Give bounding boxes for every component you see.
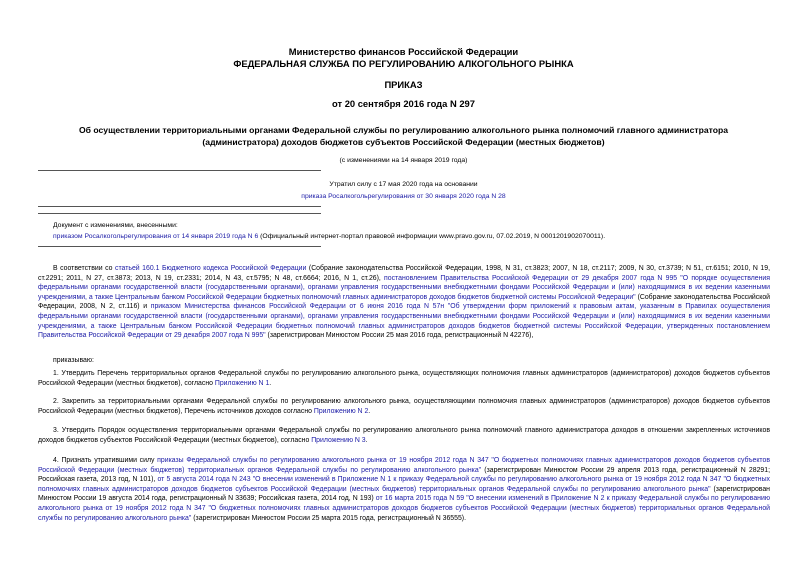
changes-label: Документ с изменениями, внесенными: [53,222,178,229]
item-text: 3. Утвердить Порядок осуществления территориальными органами Федеральной службы по регулированию алкогольного рынка полномочий главного администратора доходов в отношении закрепленных источников доходов бюджетов субъектов Российской Федерации (местных бюджетов), согласно [38,427,770,444]
item-text: 1. Утвердить Перечень территориальных органов Федеральной службы по регулированию алкогольного рынка, осуществляющих полномочия главных администраторов (администраторов) доходов бюджетов субъектов Российской Федерации (местных бюджетов), согласно [38,370,770,387]
changes-link[interactable]: приказом Росалкогольрегулирования от 14 января 2019 года N 6 [53,233,259,240]
item-text: . [365,436,368,444]
doc-title-line2: (администратора) доходов бюджетов субъектов Российской Федерации (местных бюджетов) [202,137,605,147]
item-2 [38,397,770,416]
service-name: ФЕДЕРАЛЬНАЯ СЛУЖБА ПО РЕГУЛИРОВАНИЮ АЛКОГОЛЬНОГО РЫНКА [233,58,574,69]
item-text: (зарегистрирован Минюстом России 29 апреля 2013 года, регистрационный N 28291; Российская газета, 2013 год, N 101), [38,466,770,484]
doc-date-number: от 20 сентября 2016 года N 297 [332,98,475,109]
item-1 [38,369,770,388]
preamble-text: В соответствии со [53,265,115,272]
order-59-link[interactable]: от 16 марта 2015 года N 59 "О внесении изменений в Приложение N 2 к приказу Федеральной службы по регулированию алкогольного рынка от 19 ноября 2012 года N 347 "О бюджетных полномочиях главных администраторов доходов бюджетов субъектов Российской Федерации (местных бюджетов) территориальных органов Федеральной службы по регулированию алкогольного рынка" [38,495,770,522]
government-decree-link[interactable]: постановлением Правительства Российской Федерации от 29 декабря 2007 года N 995 "О порядке осуществления федеральными органами государственной власти (государственными органами), органами управления государственными внебюджетными фондами Российской Федерации и (или) находящимися в их ведении казенными учреждениями, а также Центральным банком Российской Федерации бюджетных полномочий главных администраторов доходов бюджетов бюджетной системы Российской Федерации" [38,274,771,301]
item-text: (зарегистрирован Минюстом России 19 августа 2014 года, регистрационный N 33639; Российская газета, 2014 год, N 193) [38,485,770,503]
item-text: (зарегистрирован Минюстом России 25 марта 2015 года, регистрационный N 36555). [191,514,466,522]
preamble-text: (зарегистрирован Минюстом России 25 мая 2016 года, регистрационный N 42276), [265,332,534,340]
preamble-paragraph [38,264,770,341]
budget-code-link[interactable]: статьей 160.1 Бюджетного кодекса Российской Федерации [115,265,307,272]
divider [38,206,321,207]
minfin-order-link[interactable]: приказом Министерства финансов Российской Федерации от 6 июня 2016 года N 57н "Об утверждении форм приложений к правовым актам, указанным в Правилах осуществления федеральными органами государственной власти (государственными органами), органами управления государственными внебюджетными фондами Российской Федерации и (или) находящимися в их ведении казенными учреждениями, а также Центральным банком Российской Федерации бюджетных полномочий главных администраторов доходов бюджетов бюджетной системы Российской Федерации, утвержденных постановлением Правительства Российской Федерации от 29 декабря 2007 года N 995" [38,303,770,340]
preamble-text: (Собрание законодательства Российской Федерации, 2008, N 2, ст.116) и [38,293,770,311]
item-text: . [368,407,371,415]
changes-tail: (Официальный интернет-портал правовой информации www.pravo.gov.ru, 07.02.2019, N 0001201902070011). [258,233,606,240]
item-4 [38,456,770,523]
appendix-3-link[interactable]: Приложению N 3 [311,436,366,444]
item-text: 2. Закрепить за территориальными органами Федеральной службы по регулированию алкогольного рынка, осуществляющими полномочия главных администраторов (администраторов) доходов бюджетов субъектов Российской Федерации (местных бюджетов), Перечень источников доходов согласно [38,398,770,415]
divider [38,170,321,171]
lost-force-note: Утратил силу с 17 мая 2020 года на основании [329,181,478,188]
doc-type: ПРИКАЗ [384,79,423,90]
lost-force-basis-link[interactable]: приказа Росалкогольрегулирования от 30 января 2020 года N 28 [301,193,506,200]
item-text: 4. Признать утратившими силу [53,457,158,464]
doc-title-line1: Об осуществлении территориальными органами Федеральной службы по регулированию алкогольного рынка полномочий главного администратора [79,125,728,135]
item-3 [38,426,770,445]
order-243-link[interactable]: от 5 августа 2014 года N 243 "О внесении изменений в Приложение N 1 к приказу Федеральной службы по регулированию алкогольного рынка от 19 ноября 2012 года N 347 "О бюджетных полномочиях главных администраторов доходов бюджетов субъектов Российской Федерации (местных бюджетов) территориальных органов Федеральной службы по регулированию алкогольного рынка" [38,476,770,493]
order-word: приказываю: [53,357,94,364]
ministry-name: Министерство финансов Российской Федерации [288,46,519,57]
divider [38,213,321,214]
order-347-link[interactable]: приказы Федеральной службы по регулированию алкогольного рынка от 19 ноября 2012 года N 347 "О бюджетных полномочиях главных администраторов доходов бюджетов субъектов Российской Федерации (местных бюджетов) территориальных органов Федеральной службы по регулированию алкогольного рынка" [38,457,771,474]
divider [38,246,321,247]
changes-line [53,232,773,241]
preamble-text: (Собрание законодательства Российской Федерации, 1998, N 31, ст.3823; 2007, N 18, ст.2117; 2009, N 30, ст.3739; N 51, ст.6151; 2010, N 19, ст.2291; 2011, N 27, ст.3873; 2013, N 19, ст.2331; 2014, N 43, ст.5795; N 48, ст.6664; 2016, N 1, ст.26), [38,265,771,282]
appendix-1-link[interactable]: Приложению N 1 [214,379,270,387]
amendments-note: (с изменениями на 14 января 2019 года) [339,157,468,164]
item-text: . [269,379,272,387]
appendix-2-link[interactable]: Приложению N 2 [313,407,369,415]
